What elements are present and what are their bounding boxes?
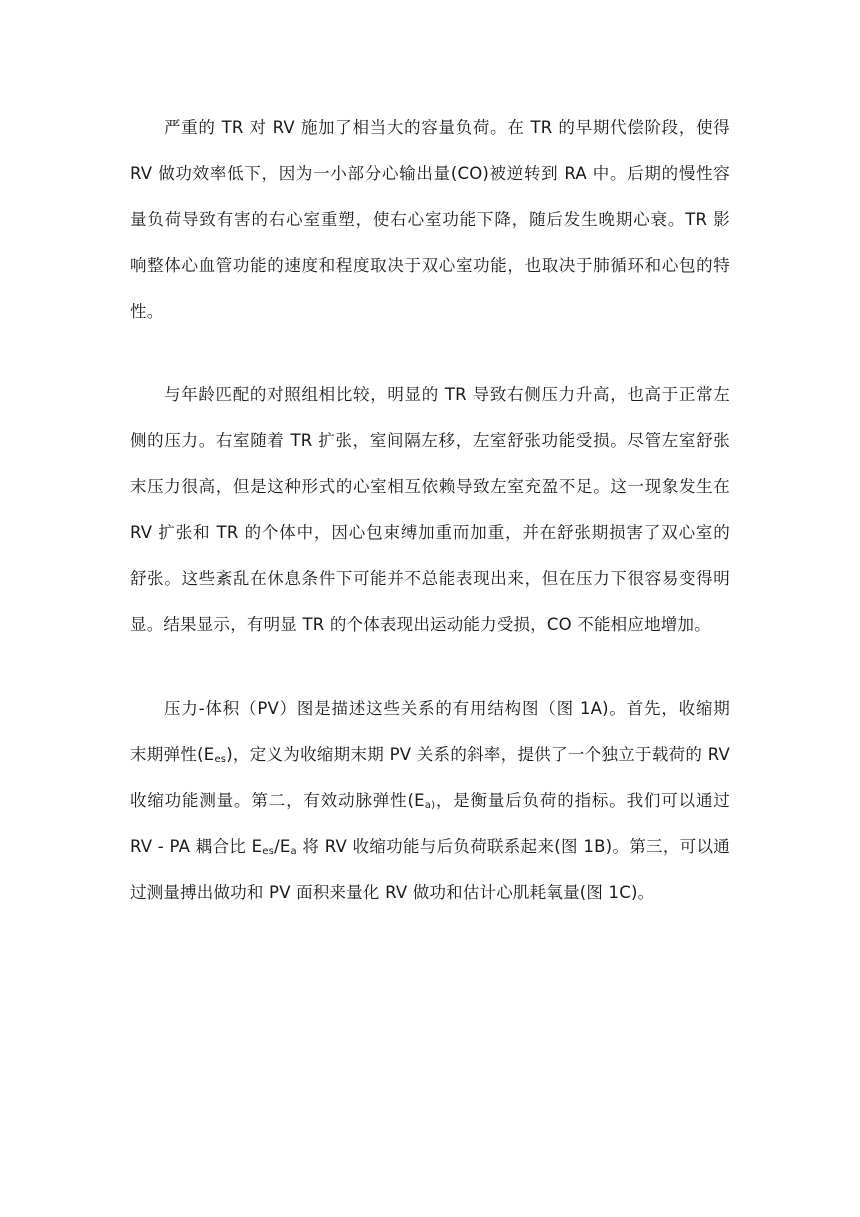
paragraph-1 <box>130 105 730 335</box>
text-segment: 收缩功能测量。第二，有效动脉弹性(E <box>130 791 425 810</box>
paragraph-2 <box>130 372 730 648</box>
subscript: a) <box>424 800 436 811</box>
subscript: es <box>214 754 227 765</box>
text-line: 显。结果显示，有明显 TR 的个体表现出运动能力受损，CO 不能相应地增加。 <box>130 615 711 634</box>
subscript: a <box>290 846 297 857</box>
text-segment: )，定义为收缩期末期 PV 关系的斜率，提供了一个独立于载荷的 RV <box>226 745 730 764</box>
text-line: 响整体心血管功能的速度和程度取决于双心室功能，也取决于肺循环和心包的特 <box>130 256 730 275</box>
text-line: 舒张。这些紊乱在休息条件下可能并不总能表现出来，但在压力下很容易变得明 <box>130 569 730 588</box>
text-line <box>130 824 730 870</box>
text-line <box>130 732 730 778</box>
text-segment: RV - PA 耦合比 E <box>130 837 263 856</box>
text-line: RV 做功效率低下，因为一小部分心输出量(CO)被逆转到 RA 中。后期的慢性容 <box>130 164 730 183</box>
text-line: RV 扩张和 TR 的个体中，因心包束缚加重而加重，并在舒张期损害了双心室的 <box>130 523 730 542</box>
text-line: 末压力很高，但是这种形式的心室相互依赖导致左室充盈不足。这一现象发生在 <box>130 477 730 496</box>
subscript: es <box>262 846 275 857</box>
text-line <box>130 778 730 824</box>
text-line: 严重的 TR 对 RV 施加了相当大的容量负荷。在 TR 的早期代偿阶段，使得 <box>164 118 730 137</box>
text-segment: 末期弹性(E <box>130 745 215 764</box>
text-line: 侧的压力。右室随着 TR 扩张，室间隔左移，左室舒张功能受损。尽管左室舒张 <box>130 431 730 450</box>
text-segment: 将 RV 收缩功能与后负荷联系起来(图 1B)。第三，可以通 <box>296 837 730 856</box>
text-line: 量负荷导致有害的右心室重塑，使右心室功能下降，随后发生晚期心衰。TR 影 <box>130 210 730 229</box>
paragraph-3 <box>130 686 730 916</box>
text-line: 压力-体积（PV）图是描述这些关系的有用结构图（图 1A)。首先，收缩期 <box>164 699 730 718</box>
text-line: 性。 <box>130 302 164 321</box>
text-line: 过测量搏出做功和 PV 面积来量化 RV 做功和估计心肌耗氧量(图 1C)。 <box>130 883 655 902</box>
text-line: 与年龄匹配的对照组相比较，明显的 TR 导致右侧压力升高，也高于正常左 <box>164 385 730 404</box>
text-segment: /E <box>274 837 291 856</box>
text-segment: ，是衡量后负荷的指标。我们可以通过 <box>435 791 731 810</box>
